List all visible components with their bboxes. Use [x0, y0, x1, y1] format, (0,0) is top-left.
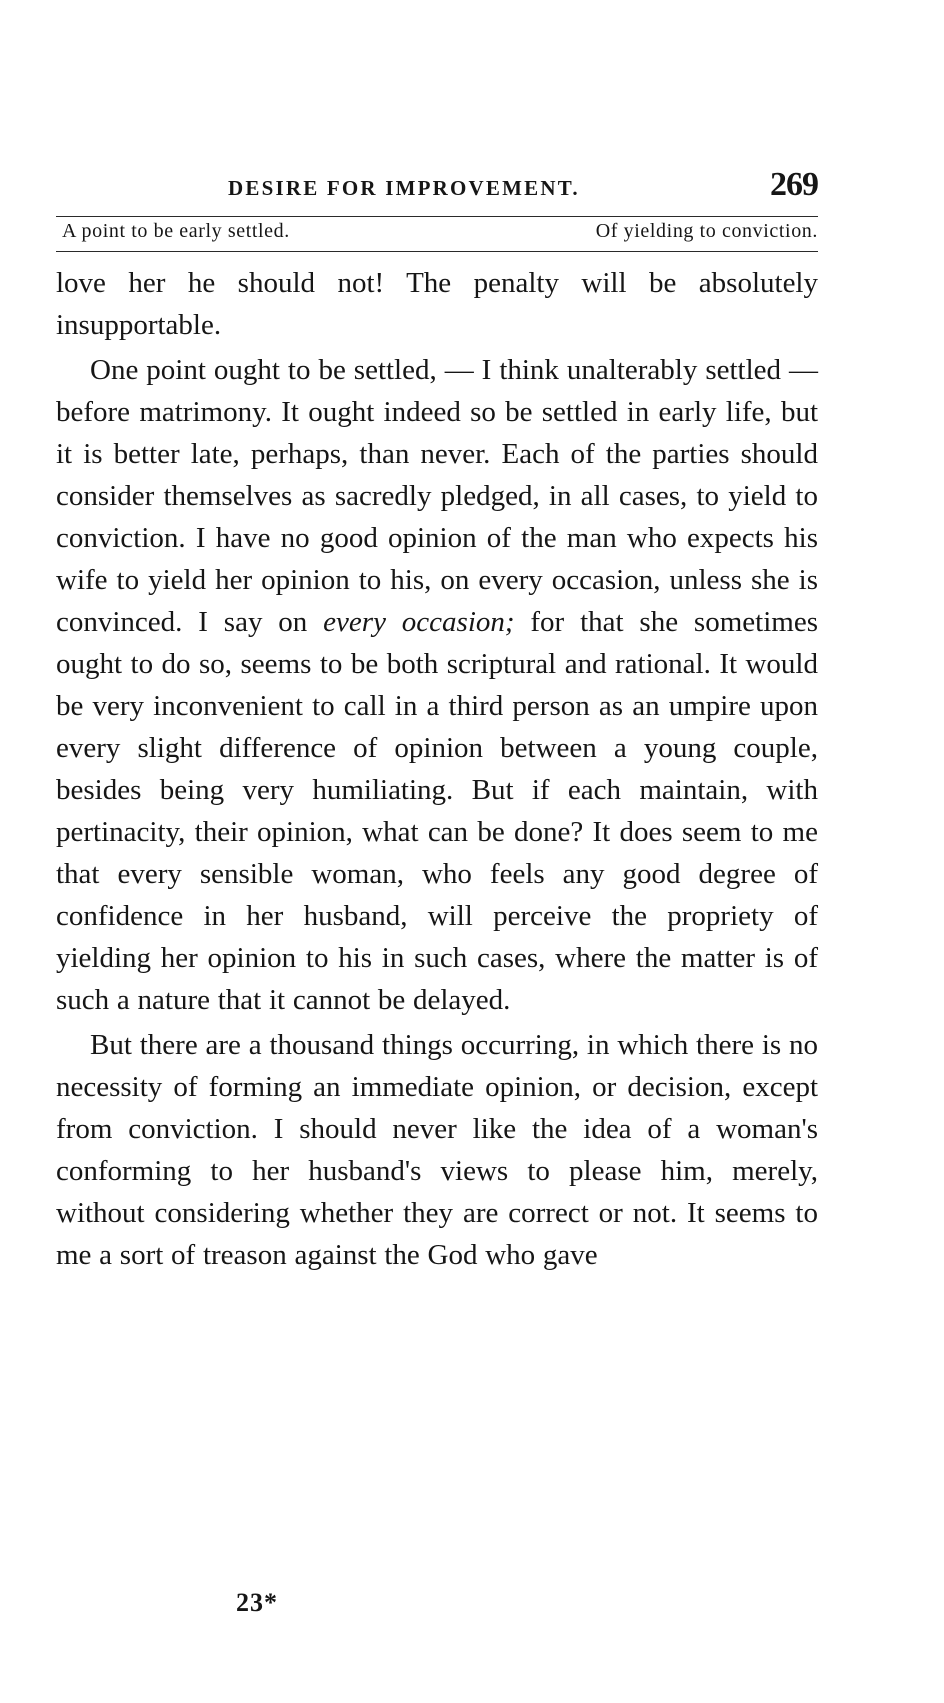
- paragraph: [56, 262, 818, 346]
- paragraph-text: But there are a thousand things occurring, in which there is no necessity of forming an immediate opinion, or decision, except from conviction. I should never like the idea of a woman's conforming to her husband's views to please him, merely, without considering whether they are correct or not. It seems to me a sort of treason against the God who gave: [56, 1029, 818, 1271]
- header-rule-bottom: [56, 251, 818, 252]
- signature-mark: 23*: [236, 1588, 278, 1617]
- paragraph-text: love her he should not! The penalty will be absolutely insupportable.: [56, 267, 818, 341]
- side-note-right: Of yielding to conviction.: [595, 220, 818, 242]
- paragraph-text: for that she sometimes ought to do so, seems to be both scriptural and rational. It would be very inconvenient to call in a third person as an umpire upon every slight difference of opinion between a young couple, besides being very humiliating. But if each maintain, with pertinacity, their opinion, what can be done? It does seem to me that every sensible woman, who feels any good degree of confidence in her husband, will perceive the propriety of yielding her opinion to his in such cases, where the matter is of such a nature that it cannot be delayed.: [56, 606, 818, 1016]
- paragraph: [56, 1024, 818, 1276]
- emphasis-text: every occasion;: [323, 606, 515, 638]
- side-notes: [56, 220, 818, 250]
- page-number: 269: [770, 166, 818, 203]
- body-text: [56, 262, 818, 1279]
- paragraph-text: One point ought to be settled, — I think unalterably settled — before matrimony. It ought indeed so be settled in early life, but it is better late, perhaps, than never. Each of the parties should consider themselves as sacredly pledged, in all cases, to yield to conviction. I have no good opinion of the man who expects his wife to yield her opinion to his, on every occasion, unless she is convinced. I say on: [56, 354, 818, 638]
- paragraph: [56, 349, 818, 1021]
- header-rule-top: [56, 216, 818, 217]
- running-head: [56, 168, 818, 208]
- running-title: DESIRE FOR IMPROVEMENT.: [228, 176, 580, 200]
- side-note-left: A point to be early settled.: [62, 220, 290, 242]
